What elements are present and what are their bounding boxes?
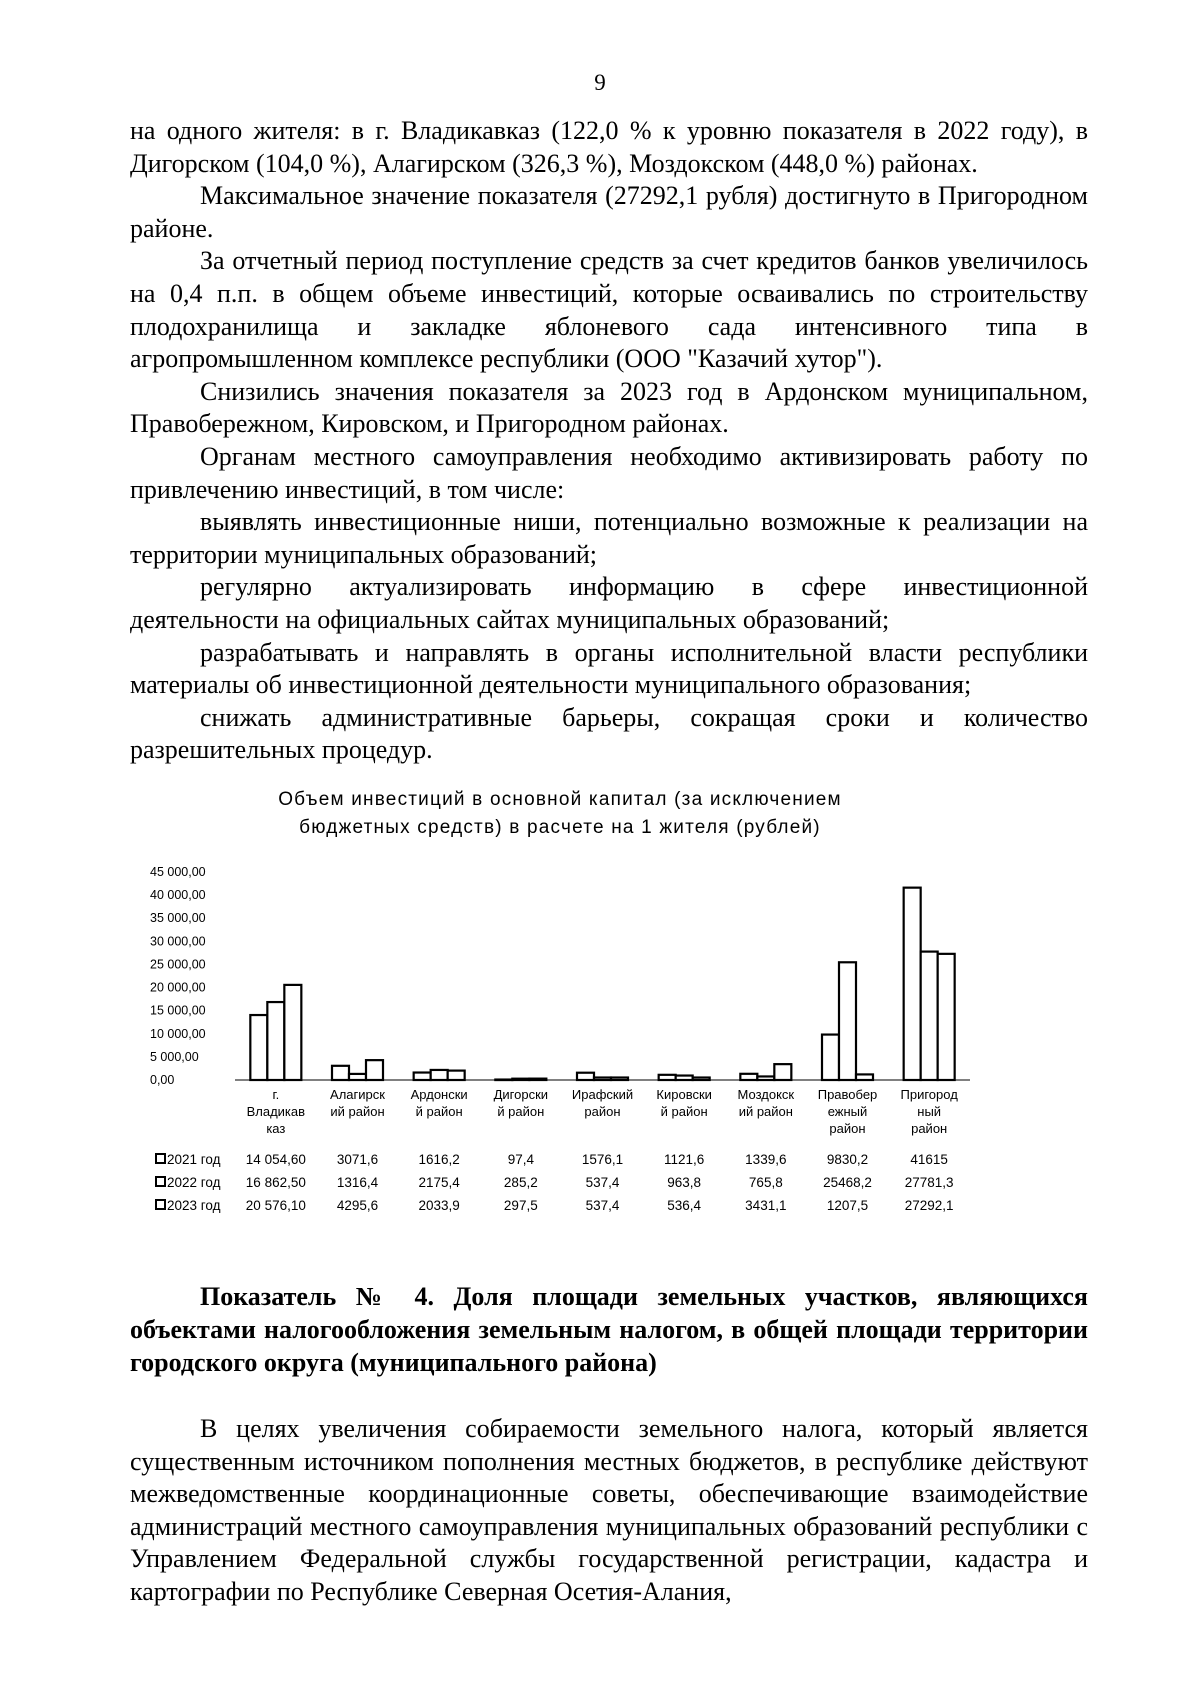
- x-tick-label: Алагирск: [330, 1087, 385, 1102]
- bar-1-5: [577, 1073, 594, 1080]
- y-tick-label: 35 000,00: [150, 911, 206, 926]
- bar-1-2: [332, 1066, 349, 1080]
- paragraph: разрабатывать и направлять в органы исполнительной власти республики материалы об инвестиционной деятельности муниципального образования;: [130, 637, 1088, 700]
- lower-text-block: [130, 1413, 1088, 1609]
- x-tick-label: й район: [497, 1104, 545, 1119]
- data-table-cell: 2175,4: [418, 1175, 460, 1190]
- x-tick-label: Моздокск: [737, 1087, 795, 1102]
- x-tick-label: район: [584, 1104, 621, 1119]
- y-tick-label: 45 000,00: [150, 865, 206, 879]
- data-table-cell: 1576,1: [581, 1152, 624, 1167]
- x-tick-label: Ирафский: [571, 1087, 634, 1102]
- data-table-cell: 963,8: [667, 1175, 702, 1190]
- bar-2-2: [349, 1074, 366, 1080]
- data-table-cell: 27292,1: [904, 1198, 954, 1213]
- chart-title-line-2: бюджетных средств) в расчете на 1 жителя (рублей): [299, 817, 821, 838]
- data-table-cell: 20 576,10: [245, 1198, 306, 1213]
- legend-swatch: [156, 1200, 165, 1209]
- y-tick-label: 0,00: [150, 1073, 175, 1087]
- paragraph: За отчетный период поступление средств за счет кредитов банков увеличилось на 0,4 п.п. в общем объеме инвестиций, которые осваивались по строительству плодохранилища и закладке яблоневого сада интенсивного типа в агропромышленном комплексе республики (ООО "Казачий хутор").: [130, 246, 1088, 374]
- data-table-cell: 4295,6: [336, 1198, 379, 1213]
- data-table-legend: [156, 1152, 954, 1213]
- paragraph: Максимальное значение показателя (27292,1 рубля) достигнуто в Пригородном районе.: [130, 181, 1088, 243]
- data-table-cell: 765,8: [748, 1175, 783, 1190]
- data-table-cell: 3431,1: [745, 1198, 787, 1213]
- bar-2-6: [676, 1076, 693, 1080]
- x-tick-label: ежный: [827, 1104, 868, 1119]
- paragraph: В целях увеличения собираемости земельного налога, который является существенным источником пополнения местных бюджетов, в республике действуют межведомственные координационные советы, обеспечивающие взаимодействие администраций местного самоуправления муниципальных образований республики с Управлением Федеральной службы государственной регистрации, кадастра и картографии по Республике Северная Осетия-Алания,: [130, 1414, 1088, 1606]
- bar-2-8: [839, 962, 856, 1080]
- data-table-cell: 3071,6: [336, 1152, 379, 1167]
- y-tick-label: 30 000,00: [150, 934, 206, 949]
- bar-3-7: [774, 1064, 791, 1080]
- chart-bars: [250, 888, 954, 1080]
- data-table-cell: 9830,2: [826, 1152, 869, 1167]
- legend-series-name: 2021 год: [167, 1152, 221, 1167]
- y-tick-label: 40 000,00: [150, 888, 206, 903]
- x-tick-label: Дигорски: [493, 1087, 549, 1102]
- x-tick-label: Правобер: [817, 1087, 878, 1102]
- data-table-cell: 14 054,60: [245, 1152, 306, 1167]
- data-table-cell: 1316,4: [336, 1175, 379, 1190]
- x-tick-label: й район: [415, 1104, 463, 1119]
- bar-1-7: [740, 1074, 757, 1080]
- x-tick-label: й район: [660, 1104, 708, 1119]
- paragraph: Снизились значения показателя за 2023 год в Ардонском муниципальном, Правобережном, Кировском, и Пригородном районах.: [130, 376, 1088, 439]
- data-table-cell: 297,5: [503, 1198, 538, 1213]
- data-table-cell: 285,2: [503, 1175, 538, 1190]
- data-table-cell: 25468,2: [823, 1175, 872, 1190]
- y-tick-label: 5 000,00: [150, 1049, 199, 1064]
- bar-2-7: [757, 1076, 774, 1080]
- bar-1-3: [414, 1073, 431, 1080]
- paragraph: снижать административные барьеры, сокращая сроки и количество разрешительных процедур.: [130, 702, 1088, 765]
- y-tick-label: 15 000,00: [150, 1003, 206, 1018]
- section-heading: Показатель № 4. Доля площади земельных участков, являющихся объектами налогообложения земельным налогом, в общей площади территории городского округа (муниципального района): [130, 1282, 1088, 1377]
- legend-series-name: 2023 год: [167, 1198, 221, 1213]
- bar-2-9: [921, 952, 938, 1080]
- x-tick-label: район: [911, 1121, 948, 1136]
- data-table-cell: 536,4: [667, 1198, 702, 1213]
- data-table-cell: 97,4: [507, 1152, 534, 1167]
- x-tick-label: ий район: [738, 1104, 793, 1119]
- x-tick-label: Владикав: [246, 1104, 306, 1119]
- paragraph: выявлять инвестиционные ниши, потенциально возможные к реализации на территории муниципальных образований;: [130, 507, 1088, 569]
- x-tick-label: ный: [917, 1104, 942, 1119]
- legend-swatch: [156, 1154, 165, 1163]
- bar-3-3: [448, 1071, 465, 1080]
- bar-2-3: [431, 1070, 448, 1080]
- bar-1-8: [822, 1035, 839, 1080]
- bar-3-9: [938, 954, 955, 1080]
- bar-1-1: [250, 1015, 267, 1080]
- y-axis: [150, 865, 206, 1087]
- data-table-cell: 27781,3: [904, 1175, 954, 1190]
- data-table-cell: 1121,6: [664, 1152, 705, 1167]
- chart-title-line-1: Объем инвестиций в основной капитал (за исключением: [278, 789, 842, 810]
- x-tick-label: Ардонски: [410, 1087, 468, 1102]
- y-tick-label: 25 000,00: [150, 957, 206, 972]
- legend-swatch: [156, 1177, 165, 1186]
- data-table-cell: 537,4: [585, 1198, 620, 1213]
- bar-1-9: [904, 888, 921, 1080]
- x-tick-label: район: [829, 1121, 866, 1136]
- data-table-cell: 41615: [910, 1152, 948, 1167]
- data-table-cell: 537,4: [585, 1175, 620, 1190]
- x-tick-label: г.: [272, 1087, 280, 1102]
- x-tick-label: ий район: [330, 1104, 385, 1119]
- x-tick-label: каз: [266, 1121, 286, 1136]
- y-tick-label: 20 000,00: [150, 980, 206, 995]
- paragraph: на одного жителя: в г. Владикавказ (122,0 % к уровню показателя в 2022 году), в Дигорском (104,0 %), Алагирском (326,3 %), Моздокском (448,0 %) районах.: [130, 116, 1088, 178]
- x-tick-label: Кировски: [656, 1087, 712, 1102]
- x-tick-label: Пригород: [900, 1087, 958, 1102]
- page-number: 9: [594, 70, 606, 95]
- x-axis: [235, 1080, 970, 1136]
- bar-1-6: [659, 1075, 676, 1080]
- data-table-cell: 1616,2: [418, 1152, 460, 1167]
- bar-3-8: [856, 1074, 873, 1080]
- investment-chart: [150, 775, 1070, 1225]
- legend-series-name: 2022 год: [167, 1175, 221, 1190]
- bar-2-1: [267, 1002, 284, 1080]
- upper-text-block: [130, 115, 1088, 767]
- data-table-cell: 1207,5: [826, 1198, 869, 1213]
- data-table-cell: 1339,6: [745, 1152, 787, 1167]
- bar-3-1: [284, 985, 301, 1080]
- data-table-cell: 2033,9: [418, 1198, 460, 1213]
- paragraph: регулярно актуализировать информацию в сфере инвестиционной деятельности на официальных сайтах муниципальных образований;: [130, 572, 1088, 634]
- data-table-cell: 16 862,50: [245, 1175, 306, 1190]
- bar-3-2: [366, 1060, 383, 1080]
- paragraph: Органам местного самоуправления необходимо активизировать работу по привлечению инвестиций, в том числе:: [130, 441, 1088, 504]
- y-tick-label: 10 000,00: [150, 1026, 206, 1041]
